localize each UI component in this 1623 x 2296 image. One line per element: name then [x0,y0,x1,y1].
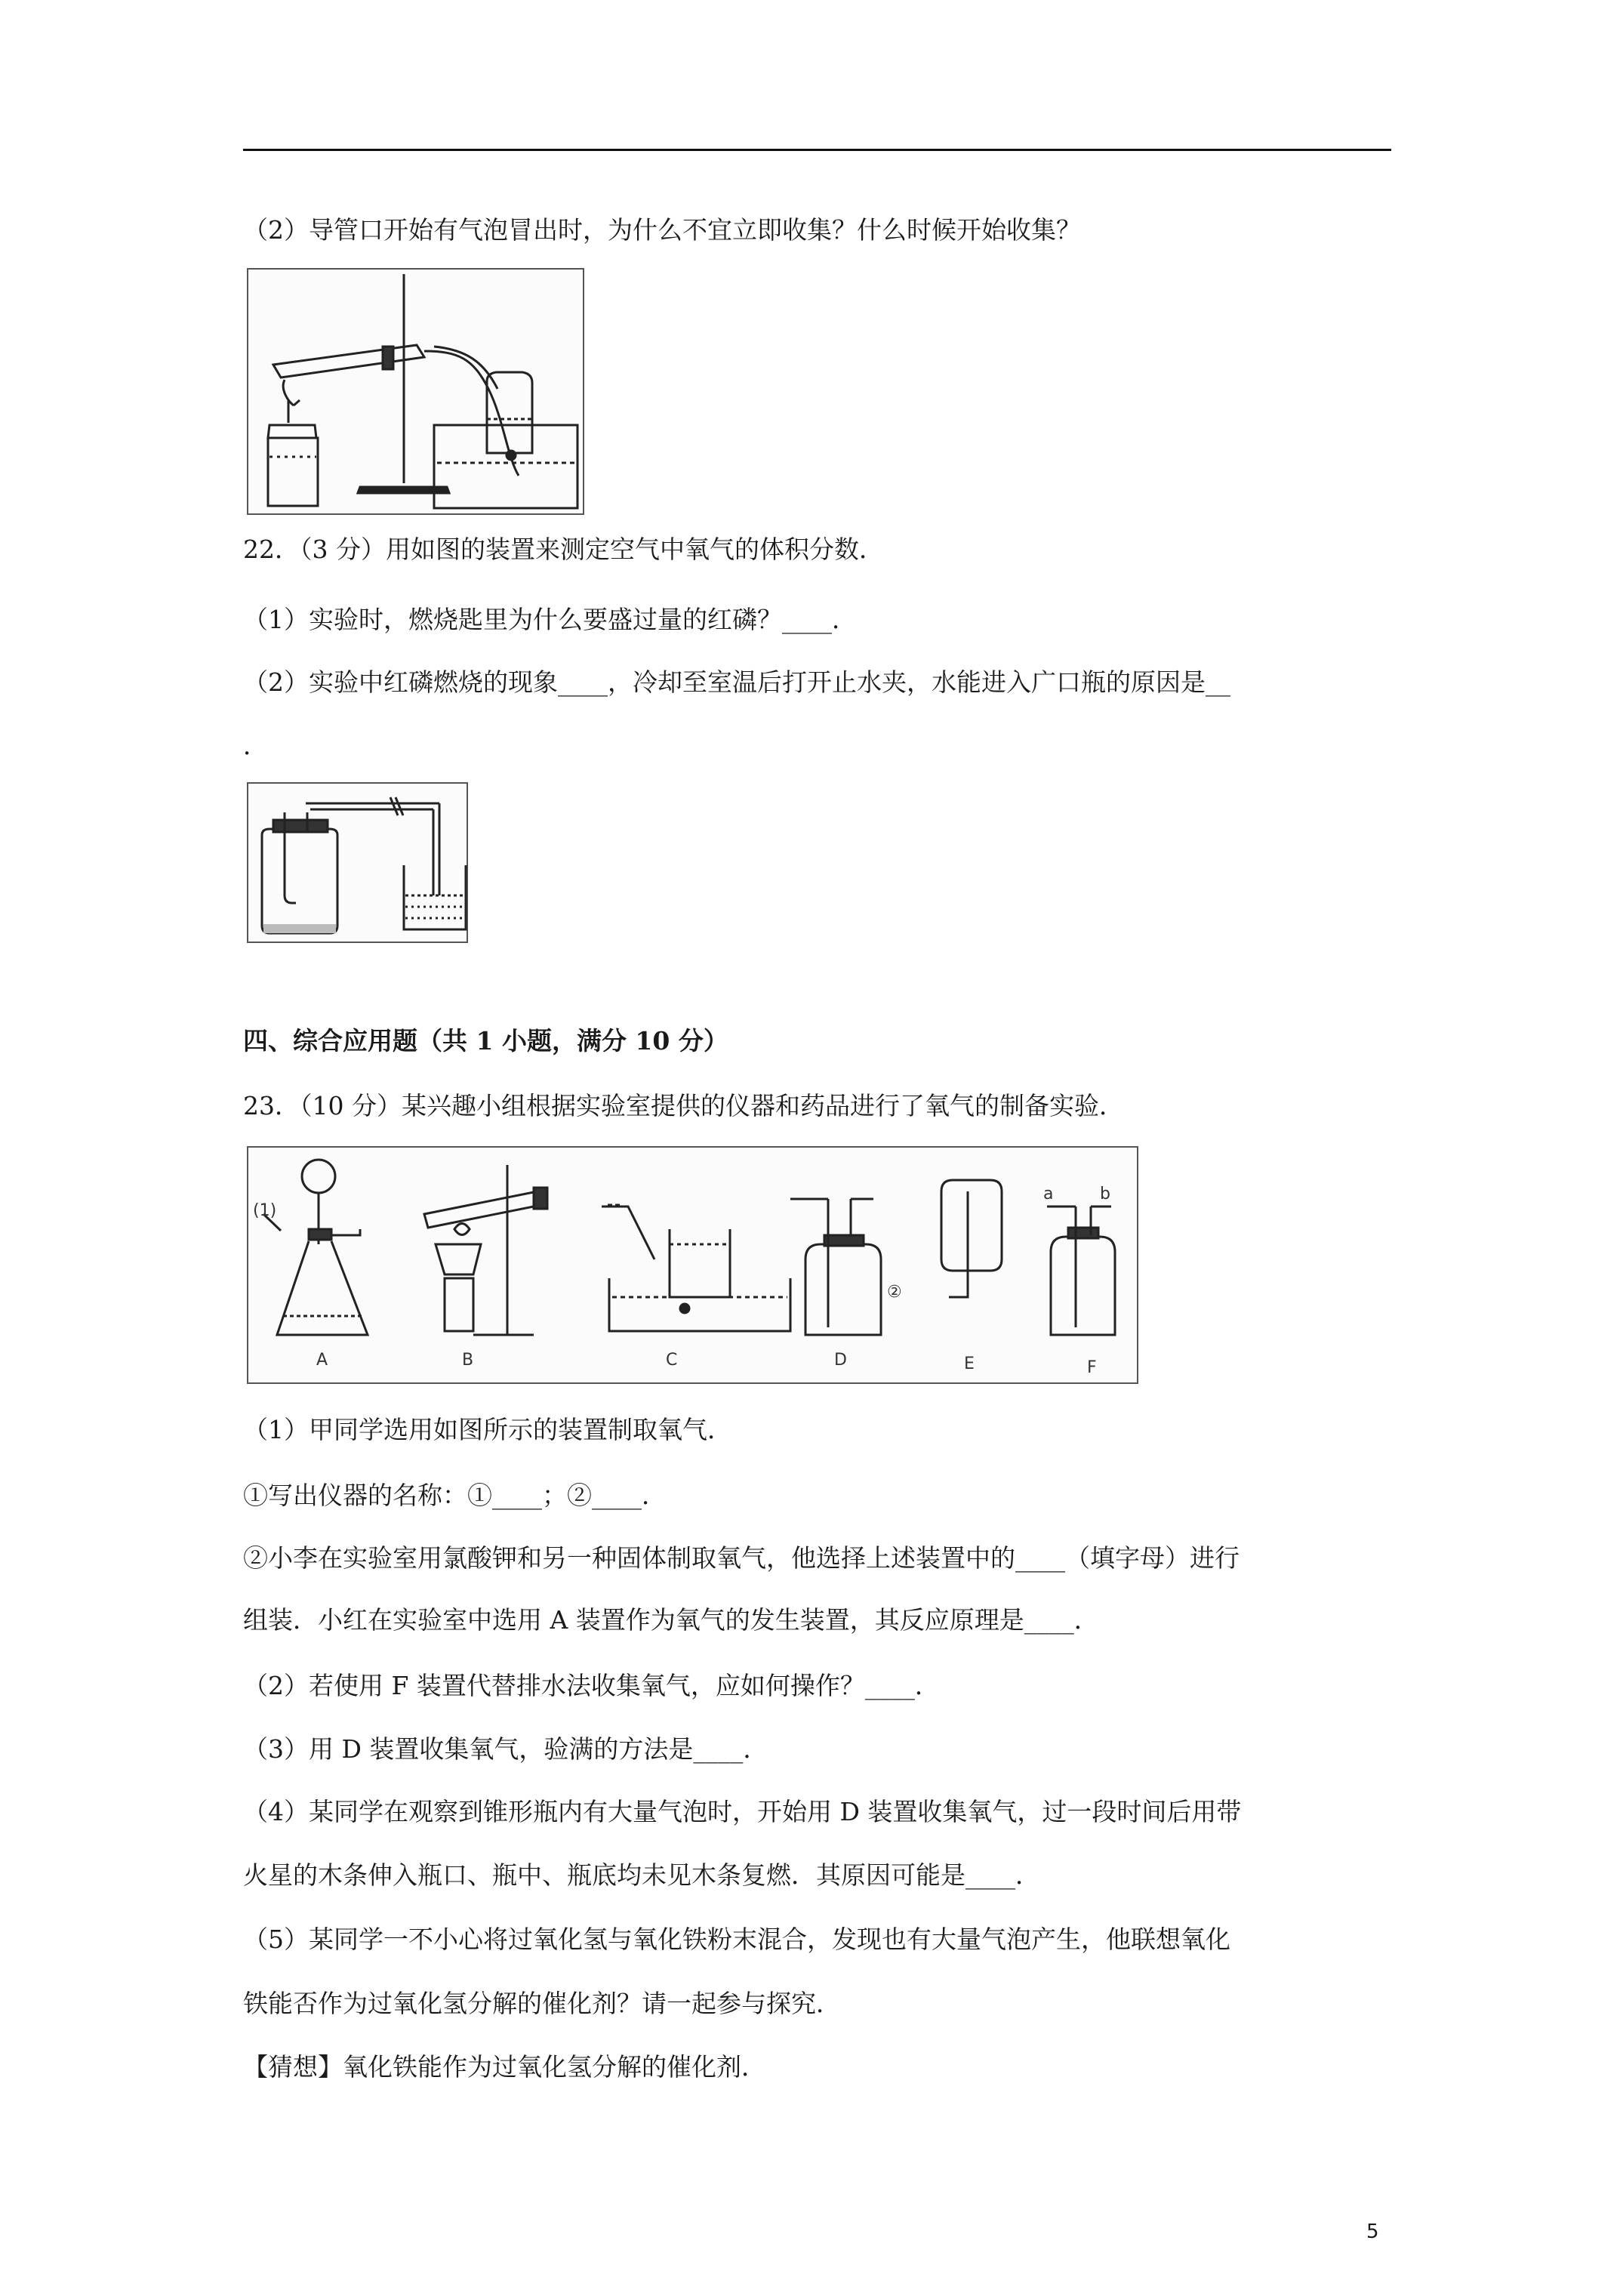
section-4-heading: 四、综合应用题（共 1 小题，满分 10 分） [243,1026,728,1056]
apparatus-label-c: C [666,1351,678,1370]
port-a-label: a [1043,1185,1054,1203]
question-22-stem: 22．（3 分）用如图的装置来测定空气中氧气的体积分数． [243,535,884,564]
hypothesis-text: 【猜想】氧化铁能作为过氧化氢分解的催化剂． [243,2052,766,2082]
page-number: 5 [1366,2220,1379,2243]
apparatus-drawing-1 [247,268,584,515]
apparatus-label-a: A [316,1351,328,1370]
question-23-part-1-b-line-2: 组装．小红在实验室中选用 A 装置作为氧气的发生装置，其反应原理是____． [243,1605,1099,1635]
question-23-part-4-line-2: 火星的木条伸入瓶口、瓶中、瓶底均未见木条复燃．其原因可能是____． [243,1860,1040,1890]
apparatus-label-f: F [1087,1358,1097,1377]
figure-oxygen-volume-apparatus [247,782,468,943]
question-23-part-1: （1）甲同学选用如图所示的装置制取氧气． [243,1415,732,1444]
apparatus-label-b: B [462,1351,474,1370]
figure-oxygen-collection-apparatus [247,268,584,515]
question-21-part-2: （2）导管口开始有气泡冒出时，为什么不宜立即收集？什么时候开始收集？ [243,215,1081,245]
question-23-part-4-line-1: （4）某同学在观察到锥形瓶内有大量气泡时，开始用 D 装置收集氧气，过一段时间后用带 [243,1797,1242,1826]
apparatus-label-e: E [964,1354,975,1373]
port-b-label: b [1100,1185,1110,1203]
apparatus-drawing-2 [247,782,468,943]
question-23-part-5-line-1: （5）某同学一不小心将过氧化氢与氧化铁粉末混合，发现也有大量气泡产生，他联想氧化 [243,1925,1230,1954]
question-23-stem: 23．（10 分）某兴趣小组根据实验室提供的仪器和药品进行了氧气的制备实验． [243,1091,1124,1120]
apparatus-drawing-3 [247,1146,1138,1384]
question-23-part-2: （2）若使用 F 装置代替排水法收集氧气，应如何操作？____． [243,1671,940,1700]
question-22-part-2: （2）实验中红磷燃烧的现象____，冷却至室温后打开止水夹，水能进入广口瓶的原因是__ [243,667,1230,697]
marker-1-label: (1) [253,1201,277,1220]
question-23-part-3: （3）用 D 装置收集氧气，验满的方法是____． [243,1734,768,1764]
header-rule [243,149,1391,151]
question-22-part-1: （1）实验时，燃烧匙里为什么要盛过量的红磷？____． [243,605,857,634]
apparatus-label-d: D [834,1351,847,1370]
question-23-part-1-a: ①写出仪器的名称：①____；②____． [243,1481,667,1510]
question-23-part-1-b-line-1: ②小李在实验室用氯酸钾和另一种固体制取氧气，他选择上述装置中的____（填字母）进行 [243,1543,1240,1573]
question-22-part-2-end: ． [243,731,268,760]
marker-2-label: ② [887,1283,902,1302]
question-23-part-5-line-2: 铁能否作为过氧化氢分解的催化剂？请一起参与探究． [243,1989,841,2018]
figure-apparatus-a-to-f [247,1146,1138,1384]
